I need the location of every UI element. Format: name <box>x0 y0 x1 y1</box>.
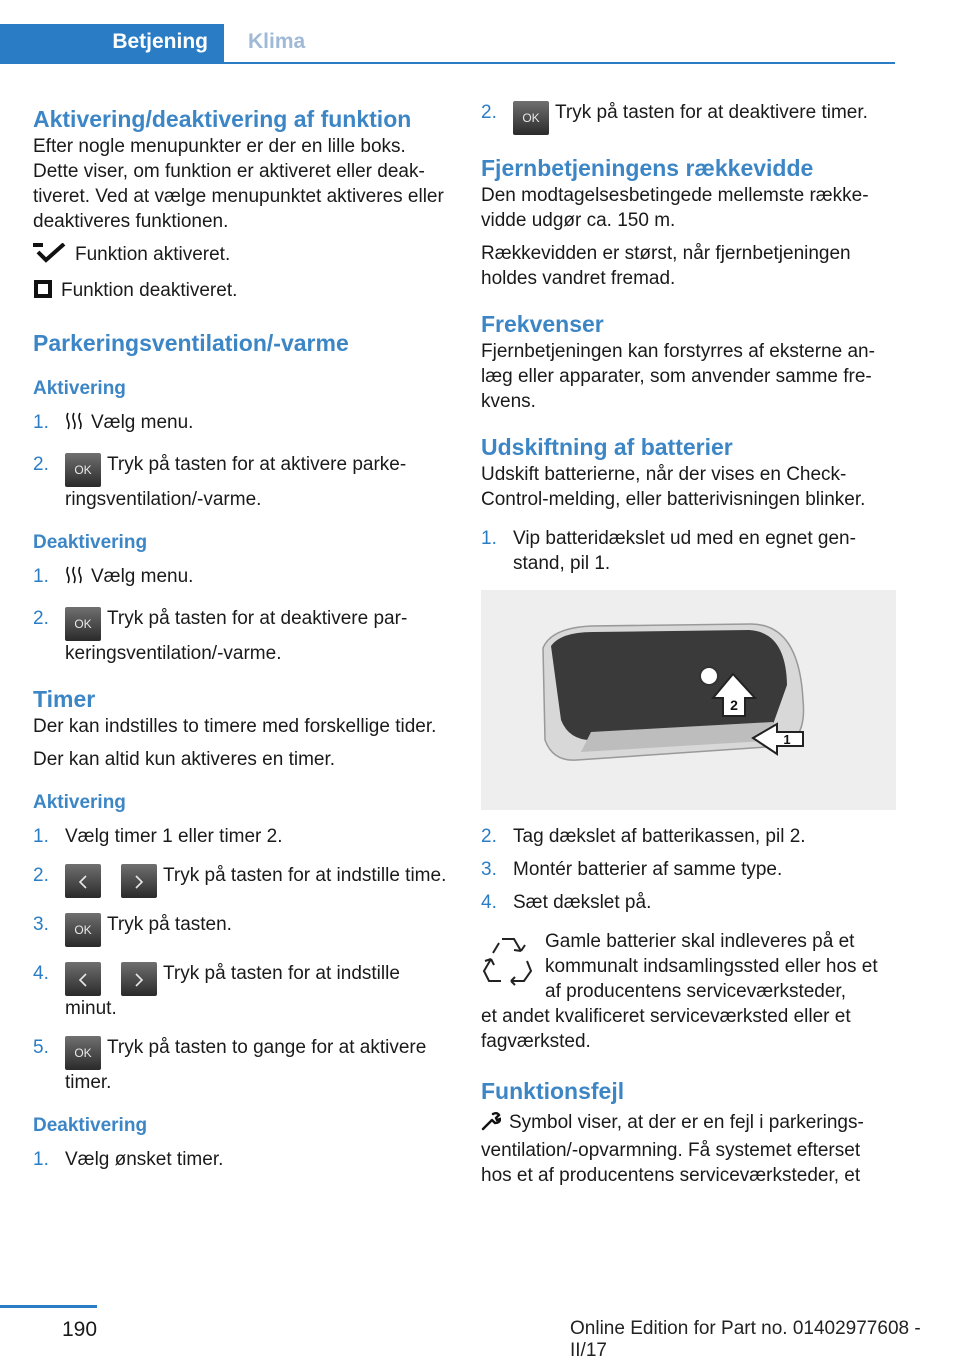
step-text: Montér batterier af samme type. <box>513 859 783 880</box>
tab-bar <box>0 24 895 64</box>
arrow-left-button-icon <box>65 864 101 898</box>
list-item <box>33 863 448 898</box>
list-item <box>481 857 896 882</box>
step-number: 4. <box>33 963 49 984</box>
recycle-text-b: et andet kvalificeret serviceværksted eller et fagværksted. <box>481 1006 851 1052</box>
step-text: Vælg menu. <box>91 566 194 587</box>
heading-timer: Timer <box>33 686 96 712</box>
list-item <box>481 526 896 576</box>
heading-parking-ventilation: Parkeringsventilation/-varme <box>33 330 349 356</box>
step-text: Vip batteridækslet ud med en egnet genstand, pil 1. <box>513 528 856 574</box>
step-text: Vælg menu. <box>91 412 194 433</box>
list-item <box>33 1147 448 1172</box>
list-item <box>481 100 896 135</box>
step-number: 2. <box>33 454 49 475</box>
step-number: 1. <box>33 566 49 587</box>
activated-row <box>33 242 448 270</box>
step-text: Vælg ønsket timer. <box>65 1149 224 1170</box>
list-item <box>33 1035 448 1095</box>
step-text: Tryk på tasten for at deaktivere parkeringsventilation/-varme. <box>65 608 408 664</box>
step-number: 1. <box>481 528 497 549</box>
recycle-text-a: Gamle batterier skal indleveres på et kommunalt indsamlingssted eller hos et af producentens serviceværksteder, <box>545 931 878 1002</box>
step-number: 2. <box>481 826 497 847</box>
list-item <box>33 410 448 438</box>
heading-remote-range: Fjernbetjeningens rækkevidde <box>481 155 814 181</box>
ok-button-icon: OK <box>513 101 549 135</box>
wrench-icon <box>481 1111 501 1138</box>
step-number: 3. <box>33 914 49 935</box>
step-text: Tryk på tasten to gange for at aktivere timer. <box>65 1037 427 1093</box>
paragraph-range-2: Rækkevidden er størst, når fjernbetjeningen holdes vandret fremad. <box>481 243 851 289</box>
malfunction-text: Symbol viser, at der er en fejl i parkeringsventilation/-opvarmning. Få systemet efterset hos et af producentens serviceværksteder, et <box>481 1112 864 1186</box>
ok-button-icon: OK <box>65 607 101 641</box>
arrow-left-button-icon <box>65 962 101 996</box>
deactivated-row <box>33 278 448 306</box>
left-column <box>33 100 448 1172</box>
ventilation-menu-icon <box>65 565 83 592</box>
recycle-icon <box>481 929 545 1004</box>
arrow-right-button-icon <box>121 962 157 996</box>
step-number: 1. <box>33 412 49 433</box>
step-number: 2. <box>33 865 49 886</box>
step-text: Tryk på tasten for at indstille time. <box>163 865 447 886</box>
step-text: Vælg timer 1 eller timer 2. <box>65 826 283 847</box>
activated-text: Funktion aktiveret. <box>75 244 231 265</box>
ventilation-menu-icon <box>65 411 83 438</box>
arrow-right-button-icon <box>121 864 157 898</box>
step-number: 1. <box>33 826 49 847</box>
ok-button-icon: OK <box>65 453 101 487</box>
paragraph-malfunction <box>481 1110 896 1188</box>
heading-activation-1: Aktivering <box>33 378 126 399</box>
step-number: 1. <box>33 1149 49 1170</box>
step-number: 2. <box>481 102 497 123</box>
list-item <box>33 564 448 592</box>
paragraph-timer-2: Der kan altid kun aktiveres en timer. <box>33 749 336 770</box>
right-column <box>481 100 896 1188</box>
tab-betjening[interactable]: Betjening <box>0 24 224 62</box>
list-item <box>481 890 896 915</box>
list-item <box>33 452 448 512</box>
step-number: 5. <box>33 1037 49 1058</box>
step-text: Sæt dækslet på. <box>513 892 652 913</box>
paragraph-range-1: Den modtagelsesbetingede mellemste rækkevidde udgør ca. 150 m. <box>481 185 869 231</box>
heading-frequencies: Frekvenser <box>481 311 604 337</box>
page-number: 190 <box>62 1318 98 1341</box>
heading-function-toggle: Aktivering/deaktivering af funktion <box>33 106 412 132</box>
list-item <box>33 824 448 849</box>
step-text: Tryk på tasten for at deaktivere timer. <box>555 102 868 123</box>
checkmark-icon <box>33 243 67 270</box>
step-text: Tryk på tasten. <box>107 914 232 935</box>
tab-klima[interactable]: Klima <box>248 30 306 53</box>
paragraph-function-toggle: Efter nogle menupunkter er der en lille boks. Dette viser, om funktion er aktiveret eller deaktiveret. Ved at vælge menupunktet aktiveres eller deaktiveres funktionen. <box>33 136 444 232</box>
checkbox-empty-icon <box>33 279 53 306</box>
heading-malfunction: Funktionsfejl <box>481 1078 625 1104</box>
step-number: 4. <box>481 892 497 913</box>
list-item <box>33 606 448 666</box>
ok-button-icon: OK <box>65 1036 101 1070</box>
arrow-label-2: 2 <box>730 697 738 713</box>
recycle-note <box>481 929 896 1004</box>
ok-button-icon: OK <box>65 913 101 947</box>
paragraph-timer-1: Der kan indstilles to timere med forskellige tider. <box>33 716 437 737</box>
heading-battery-replacement: Udskiftning af batterier <box>481 434 733 460</box>
arrow-label-1: 1 <box>783 732 791 747</box>
step-text: Tag dækslet af batterikassen, pil 2. <box>513 826 806 847</box>
heading-deactivation-1: Deaktivering <box>33 532 148 553</box>
paragraph-frequencies: Fjernbetjeningen kan forstyrres af eksterne anlæg eller apparater, som anvender samme frekvens. <box>481 341 875 412</box>
edition-text: Online Edition for Part no. 01402977608 - II/17 <box>570 1318 921 1361</box>
key-fob-illustration <box>481 590 896 810</box>
heading-activation-2: Aktivering <box>33 792 126 813</box>
step-number: 3. <box>481 859 497 880</box>
heading-deactivation-2: Deaktivering <box>33 1115 148 1136</box>
step-text: Tryk på tasten for at indstille minut. <box>65 963 400 1019</box>
list-item <box>481 824 896 849</box>
step-text: Tryk på tasten for at aktivere parkeringsventilation/-varme. <box>65 454 407 510</box>
step-number: 2. <box>33 608 49 629</box>
paragraph-battery: Udskift batterierne, når der vises en Check-Control-melding, eller batterivisningen blinker. <box>481 464 866 510</box>
footer-divider <box>0 1305 97 1308</box>
deactivated-text: Funktion deaktiveret. <box>61 280 238 301</box>
list-item <box>33 912 448 947</box>
list-item <box>33 961 448 1021</box>
